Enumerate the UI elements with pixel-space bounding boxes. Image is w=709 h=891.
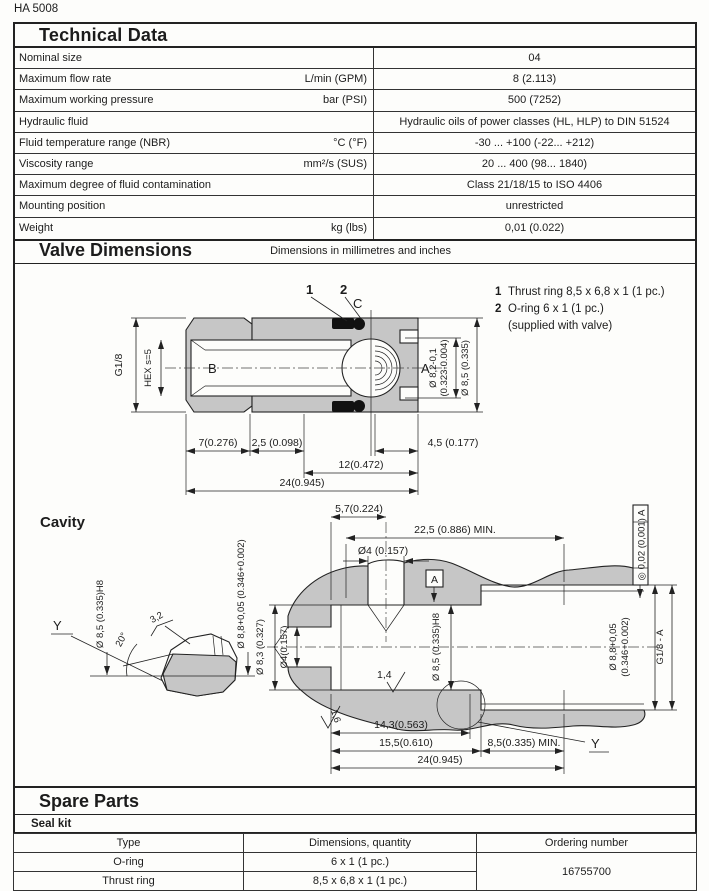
dim-12-label: 12(0.472) bbox=[338, 459, 384, 471]
row-unit: kg (lbs) bbox=[330, 222, 367, 235]
section-title-cavity: Cavity bbox=[40, 514, 86, 531]
thread-right-label: G1/8 - A bbox=[655, 629, 666, 665]
dim-14-3-label: 14,3(0.563) bbox=[374, 719, 428, 731]
dim-2-5-label: 2,5 (0.098) bbox=[251, 437, 303, 449]
row-value: 0,01 (0.022) bbox=[504, 222, 565, 235]
section-title-valve-dimensions: Valve Dimensions bbox=[39, 240, 193, 260]
row-label: Maximum working pressure bbox=[19, 94, 154, 107]
cavity-material-top bbox=[288, 559, 645, 627]
dia-4-left-label: Ø4(0.157) bbox=[279, 625, 290, 669]
y-ref-label: Y bbox=[591, 736, 600, 751]
cavity-main-view bbox=[255, 503, 677, 774]
dia-88-right-in: (0.346+0.002) bbox=[620, 617, 631, 677]
seal-kit-label: Seal kit bbox=[31, 817, 72, 830]
valve-dimensions-header bbox=[13, 238, 697, 264]
rough-1-6-label: 1,6 bbox=[328, 708, 343, 725]
table-row bbox=[15, 154, 695, 175]
o-ring-dot-top bbox=[353, 318, 365, 330]
spare-header-row bbox=[14, 834, 697, 853]
spare-row-o-ring bbox=[14, 853, 697, 872]
table-row bbox=[15, 175, 695, 196]
row-label: Maximum flow rate bbox=[19, 73, 112, 86]
spare-parts-table bbox=[13, 833, 697, 891]
body-dia-label: Ø 8,5 (0.335) bbox=[460, 340, 471, 396]
detail-dia-85-label: Ø 8,5 (0.335)H8 bbox=[95, 579, 106, 649]
rough-1-4-label: 1,4 bbox=[377, 669, 392, 681]
note-text: O-ring 6 x 1 (1 pc.) bbox=[508, 303, 604, 315]
note-number: 1 bbox=[495, 286, 502, 298]
row-label: Hydraulic fluid bbox=[19, 115, 89, 128]
detail-dia-88-label: Ø 8,8+0,05 (0.346+0.002) bbox=[236, 539, 247, 649]
col-header-dimensions: Dimensions, quantity bbox=[244, 834, 477, 853]
note-text: Thrust ring 8,5 x 6,8 x 1 (1 pc.) bbox=[508, 286, 665, 298]
section-title-spare-parts: Spare Parts bbox=[39, 790, 140, 811]
col-header-type: Type bbox=[14, 834, 244, 853]
seat-dia-label-in: (0.323-0.004) bbox=[439, 339, 450, 397]
dia-8-3-label: Ø 8,3 (0.327) bbox=[255, 619, 266, 675]
row-label: Weight bbox=[19, 222, 54, 235]
o-ring-dot-bottom bbox=[353, 400, 365, 412]
y-detail-label: Y bbox=[53, 618, 62, 633]
row-value: Hydraulic oils of power classes (HL, HLP) to DIN 51524 bbox=[399, 115, 670, 128]
dia-4-top-label: Ø4 (0.157) bbox=[357, 545, 409, 557]
cavity-y-detail bbox=[51, 539, 255, 696]
thrust-ring-top bbox=[332, 318, 354, 329]
row-value: unrestricted bbox=[505, 200, 564, 213]
note-o-ring bbox=[495, 301, 665, 318]
doc-code: HA 5008 bbox=[14, 3, 59, 15]
hex-label: HEX s=5 bbox=[143, 349, 154, 387]
row-value: 20 ... 400 (98... 1840) bbox=[481, 158, 588, 171]
row-value: 04 bbox=[528, 52, 541, 65]
row-unit: L/min (GPM) bbox=[304, 73, 367, 86]
detail-blob-section bbox=[163, 654, 236, 696]
dim-7-label: 7(0.276) bbox=[198, 437, 238, 449]
datum-a-label: A bbox=[430, 574, 439, 586]
row-unit: bar (PSI) bbox=[322, 94, 367, 107]
callout-2: 2 bbox=[340, 282, 348, 297]
seat-dia-label-mm: Ø 8,2-0,1 bbox=[428, 348, 439, 388]
row-value: 500 (7252) bbox=[507, 94, 562, 107]
row-value: -30 ... +100 (-22... +212) bbox=[474, 136, 595, 149]
table-row bbox=[15, 196, 695, 217]
dia-85-mid-label: Ø 8,5 (0.335)H8 bbox=[431, 612, 442, 682]
col-header-ordering: Ordering number bbox=[477, 834, 697, 853]
cavity-material-bottom bbox=[288, 667, 645, 731]
dia-88-right-mm: Ø 8,8+0,05 bbox=[608, 623, 619, 671]
note-thrust-ring bbox=[495, 284, 665, 301]
table-row bbox=[15, 112, 695, 133]
port-a-label: A bbox=[421, 361, 430, 376]
port-c-label: C bbox=[353, 296, 363, 311]
row-value: Class 21/18/15 to ISO 4406 bbox=[466, 179, 603, 192]
rough-3-2-label: 3,2 bbox=[148, 609, 166, 626]
row-label: Viscosity range bbox=[19, 158, 94, 171]
table-row bbox=[15, 90, 695, 111]
drawing-area bbox=[13, 264, 697, 786]
technical-data-table bbox=[13, 22, 697, 241]
cavity-drawing bbox=[51, 503, 677, 774]
ordering-number: 16755700 bbox=[477, 853, 697, 891]
valve-notes bbox=[495, 284, 665, 335]
angle-20-label: 20° bbox=[113, 630, 131, 649]
valve-drawing bbox=[113, 282, 483, 495]
table-row bbox=[15, 69, 695, 90]
note-number: 2 bbox=[495, 303, 502, 315]
dim-15-5-label: 15,5(0.610) bbox=[379, 737, 433, 749]
tolerance-frame-label: ◎ 0,02 (0,001) A bbox=[636, 509, 648, 581]
thread-label: G1/8 bbox=[113, 353, 125, 377]
callout-leader-1 bbox=[311, 297, 347, 321]
section-title-technical-data: Technical Data bbox=[39, 24, 168, 45]
callout-1: 1 bbox=[306, 282, 314, 297]
spare-dimensions: 8,5 x 6,8 x 1 (1 pc.) bbox=[244, 872, 477, 891]
dim-24-label: 24(0.945) bbox=[279, 477, 325, 489]
tolerance-frame bbox=[633, 505, 648, 598]
table-row bbox=[15, 48, 695, 69]
spare-type: O-ring bbox=[14, 853, 244, 872]
dim-24-label: 24(0.945) bbox=[417, 754, 463, 766]
dim-5-7-label: 5,7(0.224) bbox=[335, 503, 383, 515]
row-unit: mm²/s (SUS) bbox=[303, 158, 367, 171]
technical-drawing-svg bbox=[15, 264, 699, 786]
seal-kit-row bbox=[13, 815, 697, 833]
row-label: Nominal size bbox=[19, 52, 82, 65]
spare-dimensions: 6 x 1 (1 pc.) bbox=[244, 853, 477, 872]
dim-8-5-min-label: 8,5(0.335) MIN. bbox=[487, 737, 561, 749]
row-unit: °C (°F) bbox=[333, 136, 367, 149]
table-row bbox=[15, 218, 695, 239]
table-row bbox=[15, 133, 695, 154]
row-label: Maximum degree of fluid contamination bbox=[19, 179, 211, 192]
valve-dimensions-subtitle: Dimensions in millimetres and inches bbox=[270, 244, 452, 257]
dim-4-5-label: 4,5 (0.177) bbox=[427, 437, 479, 449]
spare-parts-header bbox=[13, 786, 697, 815]
spare-type: Thrust ring bbox=[14, 872, 244, 891]
finish-leader bbox=[165, 626, 190, 644]
row-label: Fluid temperature range (NBR) bbox=[19, 136, 171, 149]
row-label: Mounting position bbox=[19, 200, 106, 213]
row-value: 8 (2.113) bbox=[512, 73, 557, 86]
thrust-ring-bottom bbox=[332, 401, 354, 412]
angle-arc bbox=[127, 644, 137, 676]
technical-data-header bbox=[15, 24, 695, 48]
note-supplied-with-valve: (supplied with valve) bbox=[508, 320, 613, 332]
port-b-label: B bbox=[208, 361, 217, 376]
valve-end-notch-top bbox=[400, 330, 418, 343]
dim-22-5-label: 22,5 (0.886) MIN. bbox=[414, 524, 496, 536]
